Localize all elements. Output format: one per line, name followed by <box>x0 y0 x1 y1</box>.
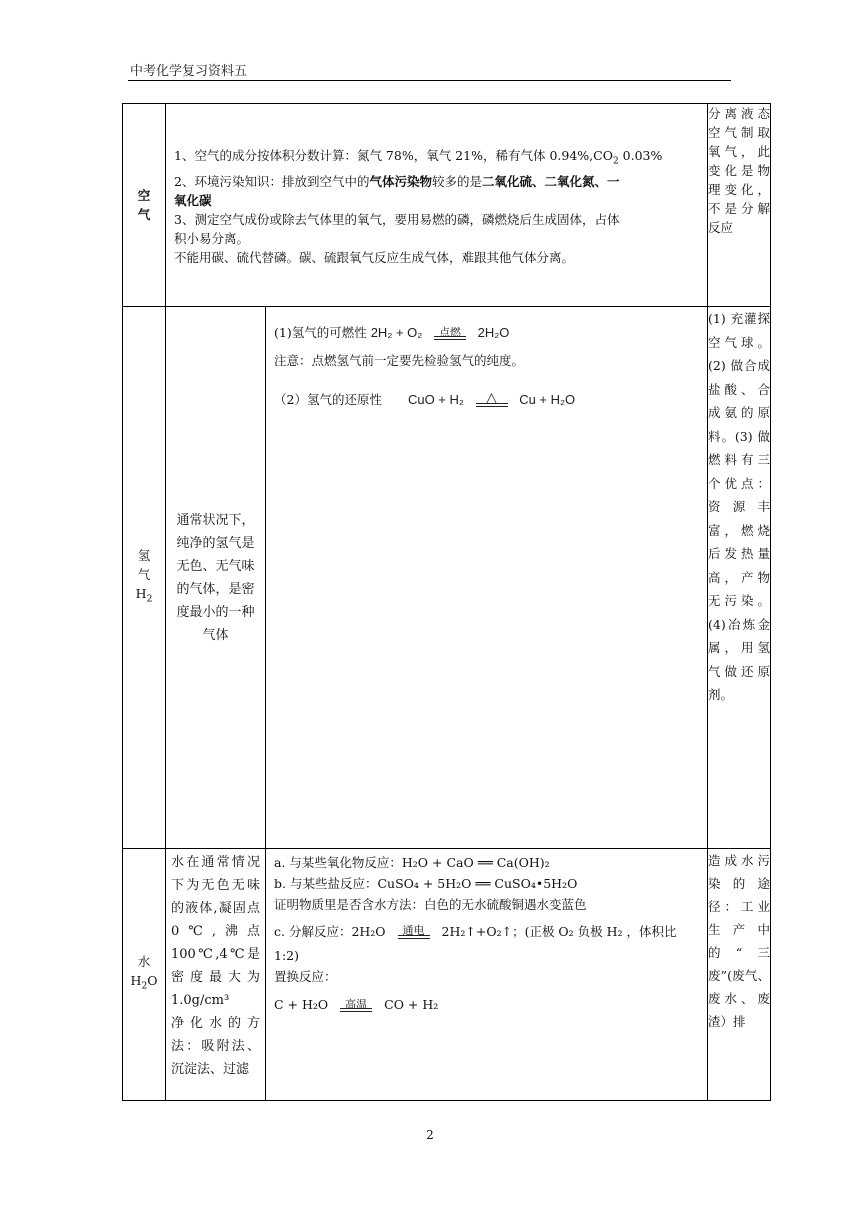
hydrogen-label: 氢 气 $H_2$ <box>123 307 166 849</box>
water-content: a. 与某些氧化物反应：H₂O + CaO ══ Ca(OH)₂ b. 与某些盐反应：CuSO₄ + 5H₂O ══ CuSO₄•5H₂O 证明物质里是否含水方法：白色的无水硫酸铜遇水变蓝色 c. 分解反应：2H₂O 通电 2H₂↑+O₂↑；(正极 O₂ 负极 H₂ ，体积比 1:2) 置换反应： C + H₂O 高温 CO + H₂ <box>266 849 708 1101</box>
water-reaction-a: a. 与某些氧化物反应：H₂O + CaO ══ Ca(OH)₂ <box>274 855 550 870</box>
air-label: 空 气 <box>123 104 166 307</box>
combustion-equation: 2H₂ + O₂ 点燃 2H₂O <box>371 325 510 340</box>
hydrogen-side-note: (1) 充灌探空气球。(2) 做合成盐酸、合成氨的原料。(3) 做燃料有三个优点：资源丰富，燃烧后发热量高，产物无污染。(4)冶炼金属，用氢气做还原剂。 <box>708 307 771 849</box>
page-header: 中考化学复习资料五 <box>130 64 248 79</box>
air-line-3b: 积小易分离。 <box>174 230 250 246</box>
hydrogen-note: 注意：点燃氢气前一定要先检验氢气的纯度。 <box>274 353 525 368</box>
hydrogen-desc-cell <box>166 307 266 849</box>
high-temp-condition-icon: 高温 <box>338 993 374 1019</box>
header-rule <box>128 80 731 81</box>
water-test: 证明物质里是否含水方法：白色的无水硫酸铜遇水变蓝色 <box>274 897 587 912</box>
water-desc: 水在通常情况下为无色无味的液体,凝固点 0℃,沸点 100℃,4℃是密度最大为1.0g/cm³ 净化水的方法：吸附法、沉淀法、过滤 <box>171 855 260 1077</box>
heat-condition-icon: △ <box>474 388 510 414</box>
air-side-note: 分离液态空气制取氧气，此变化是物理变化，不是分解反应 <box>708 104 771 307</box>
water-ratio: 1:2) <box>274 948 299 963</box>
reduction-equation: CuO + H₂ △ Cu + H₂O <box>408 392 575 407</box>
air-content: 1、空气的成分按体积分数计算：氮气 78%，氧气 21%，稀有气体 $0.94\%,CO_2$ 0.03% 2、环境污染知识：排放到空气中的气体污染物较多的是二氧化硫、二氧化氮、一 氧化碳 3、测定空气成份或除去气体里的氧气，要用易燃的磷，磷燃烧后生成固体，占体 积小易分离。 不能用碳、硫代替磷。碳、硫跟氧气反应生成气体，难跟其他气体分离。 <box>166 104 708 307</box>
row-air <box>123 104 771 307</box>
row-water <box>123 849 771 1101</box>
ignite-condition-icon: 点燃 <box>432 321 468 347</box>
water-label: 水 $H_2O$ <box>123 849 166 1101</box>
page-number: 2 <box>426 1128 434 1142</box>
electrolysis-condition-icon: 通电 <box>396 920 432 946</box>
air-line-1: 1、空气的成分按体积分数计算：氮气 78%，氧气 21%，稀有气体 0.94%,CO <box>174 148 613 163</box>
air-line-3: 3、测定空气成份或除去气体里的氧气，要用易燃的磷，磷燃烧后生成固体，占体 <box>174 211 620 227</box>
water-reaction-b: b. 与某些盐反应：CuSO₄ + 5H₂O ══ CuSO₄•5H₂O <box>274 876 578 891</box>
content-table <box>122 103 771 1101</box>
row-hydrogen <box>123 307 771 849</box>
water-desc-cell <box>166 849 266 1101</box>
air-line-4: 不能用碳、硫代替磷。碳、硫跟氧气反应生成气体，难跟其他气体分离。 <box>174 249 575 265</box>
hydrogen-content: (1)氢气的可燃性 2H₂ + O₂ 点燃 2H₂O 注意：点燃氢气前一定要先检验氢气的纯度。 （2）氢气的还原性 CuO + H₂ △ Cu + H₂O <box>266 307 708 849</box>
hydrogen-desc: 通常状况下，纯净的氢气是无色、无气味的气体，是密度最小的一种气体 <box>176 512 255 643</box>
water-side-note: 造成水污染的途径：工业生产中的“三废”(废气、废水、废渣）排 <box>708 849 771 1101</box>
water-replace-title: 置换反应： <box>274 969 337 984</box>
air-line-2b: 氧化碳 <box>174 192 212 208</box>
